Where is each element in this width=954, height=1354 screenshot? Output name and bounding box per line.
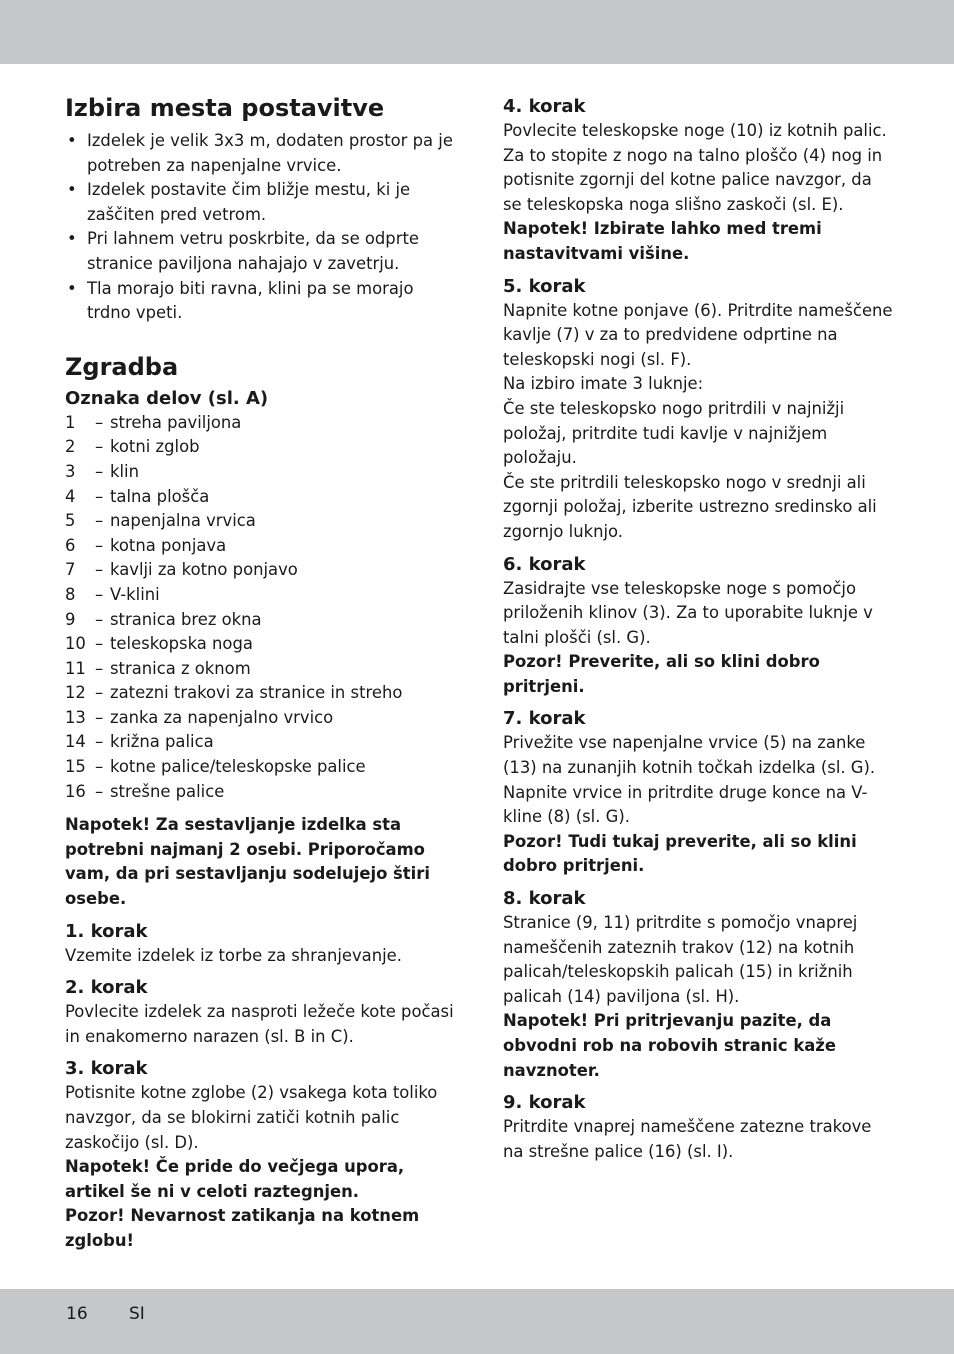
part-label: stranica z oknom xyxy=(110,658,251,678)
part-dash: – xyxy=(95,609,104,629)
bullet-item: • Pri lahnem vetru poskrbite, da se odprte stranice paviljona nahajajo v zavetrju. xyxy=(65,227,457,276)
list-item xyxy=(65,411,457,436)
list-item xyxy=(65,681,457,706)
part-number: 2 xyxy=(65,437,76,457)
part-label: stranica brez okna xyxy=(110,609,262,629)
step-7-text: Privežite vse napenjalne vrvice (5) na zanke (13) na zunanjih kotnih točkah izdelka (sl. G). Napnite vrvice in pritrdite druge konce na V-kline (8) (sl. G). xyxy=(503,733,876,827)
part-number: 16 xyxy=(65,781,86,801)
part-dash: – xyxy=(95,437,104,457)
part-dash: – xyxy=(95,757,104,777)
part-label: V-klini xyxy=(110,584,160,604)
part-label: kotna ponjava xyxy=(110,535,227,555)
part-dash: – xyxy=(95,412,104,432)
part-dash: – xyxy=(95,486,104,506)
part-label: strešne palice xyxy=(110,781,225,801)
structure-heading: Zgradba xyxy=(65,352,179,381)
header-band xyxy=(0,0,954,64)
part-dash: – xyxy=(95,584,104,604)
part-label: teleskopska noga xyxy=(110,634,253,654)
step-5-text: Če ste pritrdili teleskopsko nogo v srednji ali zgornji položaj, izberite ustrezno sredinsko ali zgornjo luknjo. xyxy=(503,472,877,541)
part-label: talna plošča xyxy=(110,486,210,506)
part-number: 15 xyxy=(65,757,86,777)
parts-heading: Oznaka delov (sl. A) xyxy=(65,387,269,409)
step-3-note: Napotek! Če pride do večjega upora, artikel še ni v celoti raztegnjen. xyxy=(65,1157,405,1201)
list-item xyxy=(65,583,457,608)
part-number: 12 xyxy=(65,683,86,703)
part-dash: – xyxy=(95,781,104,801)
list-item xyxy=(65,755,457,780)
part-dash: – xyxy=(95,707,104,727)
part-label: napenjalna vrvica xyxy=(110,511,256,531)
part-number: 9 xyxy=(65,609,76,629)
part-number: 8 xyxy=(65,584,76,604)
list-item xyxy=(65,730,457,755)
list-item xyxy=(65,608,457,633)
step-5-title: 5. korak xyxy=(503,275,586,297)
site-selection-heading: Izbira mesta postavitve xyxy=(65,94,385,122)
part-dash: – xyxy=(95,535,104,555)
step-4-title: 4. korak xyxy=(503,96,586,117)
list-item xyxy=(65,657,457,682)
right-column xyxy=(503,94,895,1164)
list-item xyxy=(65,558,457,583)
bullet-item: • Tla morajo biti ravna, klini pa se morajo trdno vpeti. xyxy=(65,277,457,326)
part-dash: – xyxy=(95,683,104,703)
list-item xyxy=(65,435,457,460)
step-3-title: 3. korak xyxy=(65,1058,148,1080)
language-code: SI xyxy=(129,1304,145,1324)
part-label: klin xyxy=(110,461,139,481)
list-item xyxy=(65,460,457,485)
step-5-text: Če ste teleskopsko nogo pritrdili v najnižji položaj, pritrdite tudi kavlje v najnižjem položaju. xyxy=(503,398,845,468)
bullet-item: • Izdelek postavite čim bližje mestu, ki je zaščiten pred vetrom. xyxy=(65,178,457,227)
step-6-text: Zasidrajte vse teleskopske noge s pomočjo priloženih klinov (3). Za to uporabite luknje v talni plošči (sl. G). xyxy=(503,578,873,647)
part-number: 4 xyxy=(65,486,76,506)
part-label: streha paviljona xyxy=(110,412,242,432)
site-bullet-list xyxy=(65,129,457,326)
part-dash: – xyxy=(95,560,104,580)
step-9-text: Pritrdite vnaprej nameščene zatezne trakove na strešne palice (16) (sl. I). xyxy=(503,1117,872,1161)
part-label: kotne palice/teleskopske palice xyxy=(110,757,366,777)
part-label: zanka za napenjalno vrvico xyxy=(110,707,334,727)
step-1-title: 1. korak xyxy=(65,920,148,942)
step-4-note: Napotek! Izbirate lahko med tremi nastavitvami višine. xyxy=(503,219,822,263)
part-label: zatezni trakovi za stranice in streho xyxy=(110,683,403,703)
step-6-title: 6. korak xyxy=(503,553,586,575)
part-number: 11 xyxy=(65,658,86,678)
page-number: 16 xyxy=(66,1304,88,1324)
step-5-text: Na izbiro imate 3 luknje: xyxy=(503,374,704,394)
part-label: kotni zglob xyxy=(110,437,200,457)
part-number: 14 xyxy=(65,732,86,752)
step-2-text: Povlecite izdelek za nasproti ležeče kote počasi in enakomerno narazen (sl. B in C). xyxy=(65,1002,454,1046)
list-item xyxy=(65,632,457,657)
part-number: 1 xyxy=(65,412,76,432)
step-3-warning: Pozor! Nevarnost zatikanja na kotnem zglobu! xyxy=(65,1206,420,1250)
assembly-note: Napotek! Za sestavljanje izdelka sta potrebni najmanj 2 osebi. Priporočamo vam, da pri sestavljanju sodelujejo štiri osebe. xyxy=(65,815,430,909)
list-item xyxy=(65,509,457,534)
step-3-text: Potisnite kotne zglobe (2) vsakega kota toliko navzgor, da se blokirni zatiči kotnih palic zaskočijo (sl. D). xyxy=(65,1083,438,1152)
part-dash: – xyxy=(95,634,104,654)
part-number: 6 xyxy=(65,535,76,555)
parts-list xyxy=(65,411,457,805)
step-8-text: Stranice (9, 11) pritrdite s pomočjo vnaprej nameščenih zateznih trakov (12) na kotnih palicah/teleskopskih palicah (15) in križnih palicah (14) paviljona (sl. H). xyxy=(503,913,858,1006)
step-8-note: Napotek! Pri pritrjevanju pazite, da obvodni rob na robovih stranic kaže navznoter. xyxy=(503,1011,836,1080)
part-dash: – xyxy=(95,511,104,531)
step-4-text: Povlecite teleskopske noge (10) iz kotnih palic. Za to stopite z nogo na talno ploščo (4) nog in potisnite zgornji del kotne palice navzgor, da se teleskopska noga slišno zaskoči (sl. E). xyxy=(503,121,887,214)
part-number: 3 xyxy=(65,461,76,481)
part-dash: – xyxy=(95,732,104,752)
part-label: križna palica xyxy=(110,732,214,752)
part-number: 13 xyxy=(65,707,86,727)
part-number: 5 xyxy=(65,511,76,531)
step-7-warning: Pozor! Tudi tukaj preverite, ali so klini dobro pritrjeni. xyxy=(503,831,857,876)
step-1-text: Vzemite izdelek iz torbe za shranjevanje. xyxy=(65,945,402,965)
part-label: kavlji za kotno ponjavo xyxy=(110,560,298,580)
step-6-warning: Pozor! Preverite, ali so klini dobro pritrjeni. xyxy=(503,652,820,696)
part-number: 7 xyxy=(65,560,76,580)
step-2-title: 2. korak xyxy=(65,977,148,999)
step-7-title: 7. korak xyxy=(503,708,586,730)
list-item xyxy=(65,534,457,559)
step-5-text: Napnite kotne ponjave (6). Pritrdite nameščene kavlje (7) v za to predvidene odprtine na teleskopski nogi (sl. F). xyxy=(503,300,893,369)
left-column xyxy=(65,91,457,1254)
step-9-title: 9. korak xyxy=(503,1092,586,1114)
list-item xyxy=(65,706,457,731)
part-number: 10 xyxy=(65,634,86,654)
list-item xyxy=(65,485,457,510)
part-dash: – xyxy=(95,461,104,481)
bullet-item: • Izdelek je velik 3x3 m, dodaten prostor pa je potreben za napenjalne vrvice. xyxy=(65,129,457,178)
step-8-title: 8. korak xyxy=(503,888,586,910)
part-dash: – xyxy=(95,658,104,678)
list-item xyxy=(65,780,457,805)
